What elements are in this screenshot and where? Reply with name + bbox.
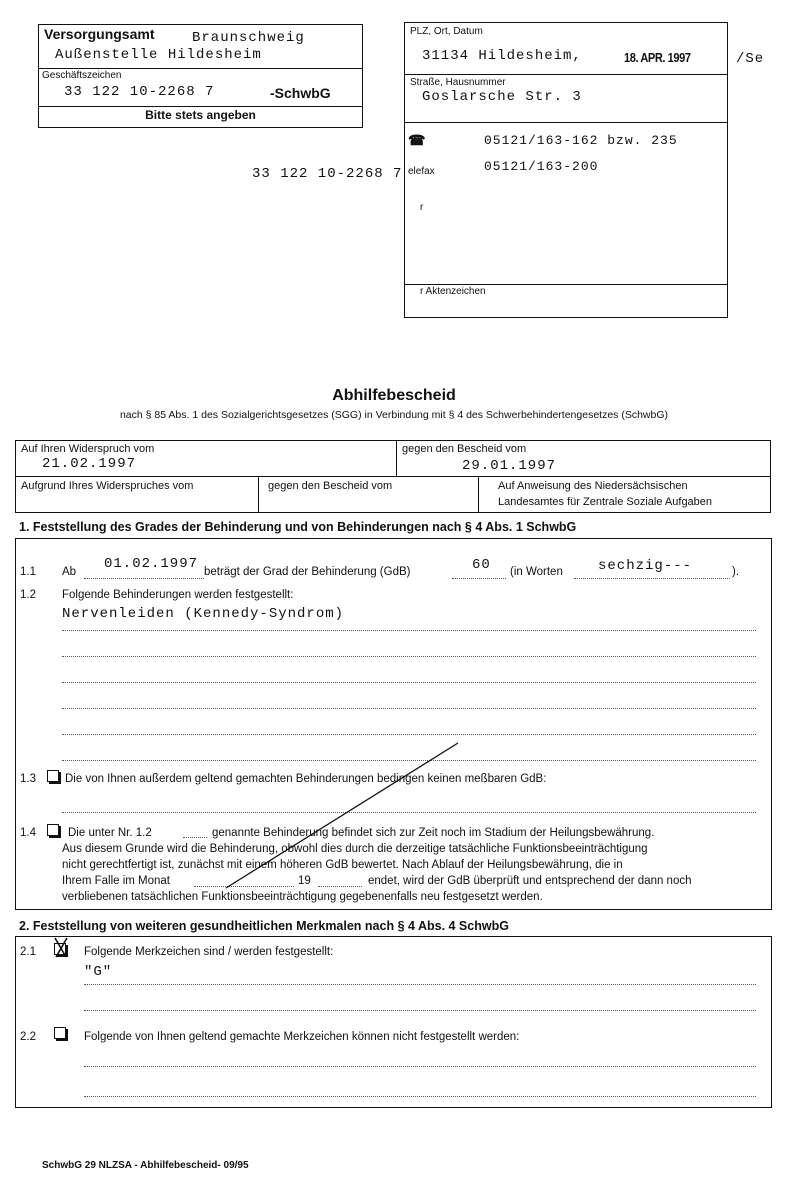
item-1-4-number: 1.4 xyxy=(20,827,36,839)
item-1-2-value: Nervenleiden (Kennedy-Syndrom) xyxy=(62,606,345,622)
item-1-2-text: Folgende Behinderungen werden festgestellt: xyxy=(62,589,294,601)
form-footer: SchwbG 29 NLZSA - Abhilfebescheid- 09/95 xyxy=(42,1160,249,1171)
section-2-box xyxy=(15,936,772,1108)
item-2-2-checkbox[interactable] xyxy=(54,1027,66,1039)
place-value: 31134 Hildesheim, xyxy=(422,48,582,64)
r-label: r xyxy=(420,202,424,213)
item-1-1-gdb: 60 xyxy=(472,557,491,573)
item-1-4-line-1a: Die unter Nr. 1.2 xyxy=(68,827,152,839)
page-subtitle: nach § 85 Abs. 1 des Sozialgerichtsgesetzes (SGG) in Verbindung mit § 4 des Schwerbehindertengesetzes (SchwbG) xyxy=(119,409,669,421)
item-2-1-text: Folgende Merkzeichen sind / werden festgestellt: xyxy=(84,946,334,958)
item-1-4-line-2: Aus diesem Grunde wird die Behinderung, obwohl dies durch die derzeitige tatsächliche Funktionsbeeinträchtigung xyxy=(62,843,648,855)
fax-label: elefax xyxy=(408,166,435,177)
item-1-3-text: Die von Ihnen außerdem geltend gemachten Behinderungen bedingen keinen meßbaren GdB: xyxy=(65,773,547,785)
aktenzeichen-label: r Aktenzeichen xyxy=(420,286,486,297)
initials: /Se xyxy=(736,51,765,67)
item-2-2-number: 2.2 xyxy=(20,1031,36,1043)
phone-value: 05121/163-162 bzw. 235 xyxy=(484,133,678,148)
item-1-4-line-5: verbliebenen tatsächlichen Funktionsbeeinträchtigung gegebenenfalls neu festgesetzt werden. xyxy=(62,891,543,903)
item-2-1-line-2 xyxy=(84,1010,756,1011)
item-2-1-number: 2.1 xyxy=(20,946,36,958)
fax-value: 05121/163-200 xyxy=(484,159,599,174)
item-2-1-value: "G" xyxy=(84,964,113,980)
item-1-4-line-3: nicht gerechtfertigt ist, zunächst mit einem höheren GdB bewertet. Nach Ablauf der Heilungsbewährung, die in xyxy=(62,859,623,871)
item-1-1-number: 1.1 xyxy=(20,566,36,578)
office-branch: Außenstelle Hildesheim xyxy=(55,47,262,63)
office-city: Braunschweig xyxy=(192,30,305,46)
ref-note: Bitte stets angeben xyxy=(145,108,256,122)
item-2-1-check-mark xyxy=(52,936,72,960)
item-1-1-date: 01.02.1997 xyxy=(104,556,199,572)
item-1-4-line-4b: 19 xyxy=(298,875,311,887)
item-1-1-close: ). xyxy=(732,566,740,578)
street-label: Straße, Hausnummer xyxy=(410,77,506,88)
bescheid-label: gegen den Bescheid vom xyxy=(402,443,527,455)
section-2-heading: 2. Feststellung von weiteren gesundheitlichen Merkmalen nach § 4 Abs. 4 SchwbG xyxy=(19,919,509,933)
item-2-1-line-1 xyxy=(84,984,756,985)
date-stamp: 18. APR. 1997 xyxy=(624,50,691,65)
item-2-2-line-1 xyxy=(84,1066,756,1067)
item-1-4-line-4a: Ihrem Falle im Monat xyxy=(62,875,171,887)
item-1-3-number: 1.3 xyxy=(20,773,36,785)
anweisung-line-2: Landesamtes für Zentrale Soziale Aufgaben xyxy=(498,496,713,508)
ref-suffix: -SchwbG xyxy=(270,85,331,101)
item-2-2-text: Folgende von Ihnen geltend gemachte Merkzeichen können nicht festgestellt werden: xyxy=(84,1031,520,1043)
section-1-heading: 1. Feststellung des Grades der Behinderung und von Behinderungen nach § 4 Abs. 1 SchwbG xyxy=(19,520,577,534)
item-1-4-line-1b: genannte Behinderung befindet sich zur Zeit noch im Stadium der Heilungsbewährung. xyxy=(212,827,655,839)
item-1-2-number: 1.2 xyxy=(20,589,36,601)
phone-icon: ☎ xyxy=(408,132,426,148)
item-1-1-text: beträgt der Grad der Behinderung (GdB) xyxy=(204,566,411,578)
ref-value: 33 122 10-2268 7 xyxy=(64,84,215,100)
widerspruch-label: Auf Ihren Widerspruch vom xyxy=(21,443,155,455)
aufgrund-label: Aufgrund Ihres Widerspruches vom xyxy=(21,480,194,492)
place-label: PLZ, Ort, Datum xyxy=(410,26,483,37)
anweisung-line-1: Auf Anweisung des Niedersächsischen xyxy=(498,480,688,492)
page-title: Abhilfebescheid xyxy=(332,387,456,404)
item-2-2-line-2 xyxy=(84,1096,756,1097)
bescheid-date: 29.01.1997 xyxy=(462,458,557,474)
item-1-1-words: sechzig--- xyxy=(598,558,693,574)
address-reference: 33 122 10-2268 7 xyxy=(252,166,403,182)
item-1-4-line-4c: endet, wird der GdB überprüft und entsprechend der dann noch xyxy=(368,875,692,887)
street-value: Goslarsche Str. 3 xyxy=(422,89,582,105)
item-1-1-ab: Ab xyxy=(62,566,77,578)
ref-label: Geschäftszeichen xyxy=(42,70,122,81)
item-1-1-words-label: (in Worten xyxy=(510,566,563,578)
widerspruch-date: 21.02.1997 xyxy=(42,456,137,472)
office-name: Versorgungsamt xyxy=(44,26,155,42)
gegen-label: gegen den Bescheid vom xyxy=(268,480,393,492)
